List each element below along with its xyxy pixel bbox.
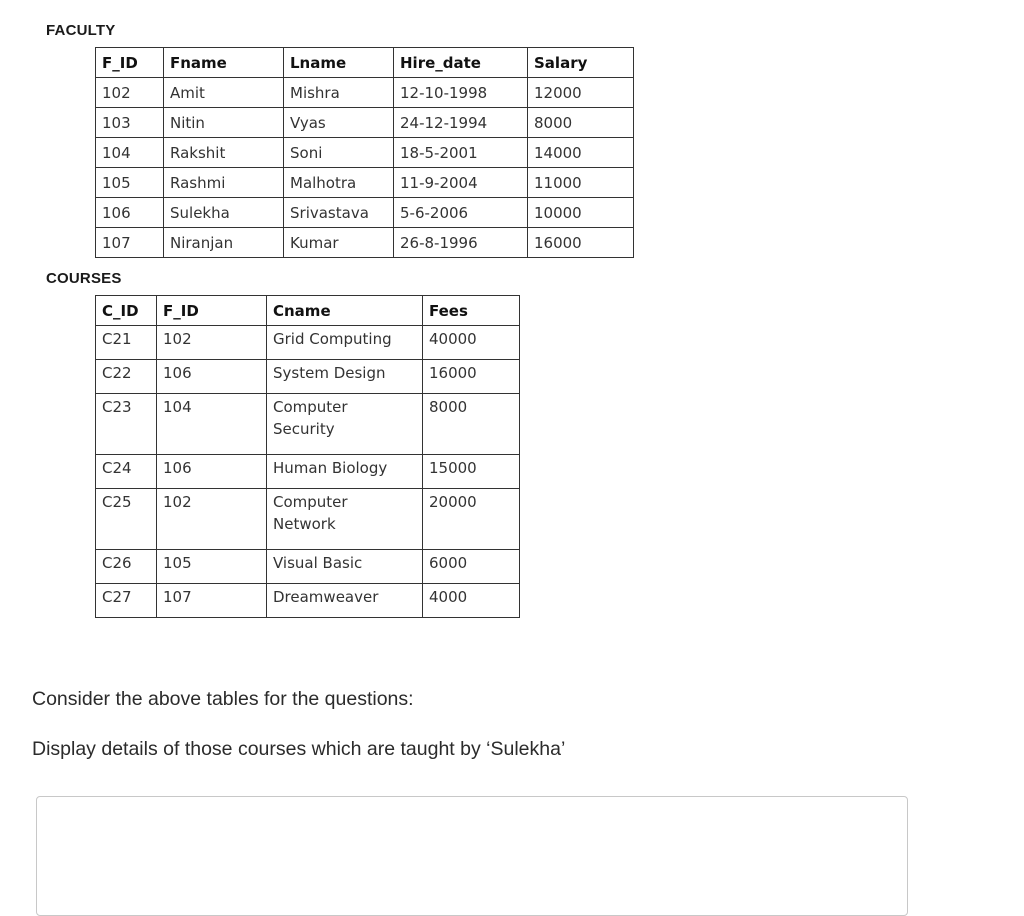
faculty-cell: Rashmi xyxy=(164,168,284,198)
faculty-cell: Amit xyxy=(164,78,284,108)
table-row xyxy=(96,168,634,198)
faculty-column-header: Lname xyxy=(284,48,394,78)
faculty-cell: 14000 xyxy=(528,138,634,168)
faculty-cell: Mishra xyxy=(284,78,394,108)
faculty-cell: 26-8-1996 xyxy=(394,228,528,258)
faculty-column-header: F_ID xyxy=(96,48,164,78)
faculty-cell: 103 xyxy=(96,108,164,138)
courses-column-header: Fees xyxy=(423,296,520,326)
faculty-cell: Kumar xyxy=(284,228,394,258)
courses-cell: Grid Computing xyxy=(267,326,423,360)
faculty-cell: 18-5-2001 xyxy=(394,138,528,168)
table-row xyxy=(96,138,634,168)
faculty-table-title: FACULTY xyxy=(46,22,116,39)
answer-textarea[interactable] xyxy=(36,796,908,916)
courses-cell: 106 xyxy=(157,455,267,489)
courses-cell: 104 xyxy=(157,394,267,455)
faculty-cell: Niranjan xyxy=(164,228,284,258)
courses-column-header: F_ID xyxy=(157,296,267,326)
courses-cell: 4000 xyxy=(423,584,520,618)
table-row xyxy=(96,489,520,550)
table-row xyxy=(96,455,520,489)
table-row xyxy=(96,394,520,455)
faculty-cell: 102 xyxy=(96,78,164,108)
faculty-column-header: Fname xyxy=(164,48,284,78)
courses-column-header: C_ID xyxy=(96,296,157,326)
courses-cell: Dreamweaver xyxy=(267,584,423,618)
question-prompt: Display details of those courses which are taught by ‘Sulekha’ xyxy=(32,738,566,760)
courses-cell: C21 xyxy=(96,326,157,360)
faculty-cell: Sulekha xyxy=(164,198,284,228)
faculty-cell: 12000 xyxy=(528,78,634,108)
courses-table xyxy=(95,295,520,618)
courses-cell: Computer Security xyxy=(267,394,423,455)
table-row xyxy=(96,550,520,584)
faculty-cell: Soni xyxy=(284,138,394,168)
table-row xyxy=(96,584,520,618)
courses-cell: C22 xyxy=(96,360,157,394)
courses-cell: 8000 xyxy=(423,394,520,455)
table-row xyxy=(96,360,520,394)
table-row xyxy=(96,108,634,138)
faculty-cell: 106 xyxy=(96,198,164,228)
courses-cell: C23 xyxy=(96,394,157,455)
courses-cell: 102 xyxy=(157,326,267,360)
faculty-header-row xyxy=(96,48,634,78)
courses-cell: 15000 xyxy=(423,455,520,489)
courses-cell: 16000 xyxy=(423,360,520,394)
faculty-cell: 104 xyxy=(96,138,164,168)
courses-cell: System Design xyxy=(267,360,423,394)
faculty-cell: 5-6-2006 xyxy=(394,198,528,228)
courses-cell: C27 xyxy=(96,584,157,618)
faculty-cell: 105 xyxy=(96,168,164,198)
faculty-cell: Malhotra xyxy=(284,168,394,198)
faculty-cell: Nitin xyxy=(164,108,284,138)
faculty-table xyxy=(95,47,634,258)
faculty-cell: 11-9-2004 xyxy=(394,168,528,198)
courses-cell: C24 xyxy=(96,455,157,489)
table-row xyxy=(96,326,520,360)
faculty-cell: 11000 xyxy=(528,168,634,198)
faculty-cell: 8000 xyxy=(528,108,634,138)
table-row xyxy=(96,198,634,228)
faculty-cell: Vyas xyxy=(284,108,394,138)
courses-cell: Computer Network xyxy=(267,489,423,550)
table-row xyxy=(96,228,634,258)
question-intro: Consider the above tables for the questions: xyxy=(32,688,414,710)
courses-cell: Human Biology xyxy=(267,455,423,489)
faculty-cell: Srivastava xyxy=(284,198,394,228)
faculty-column-header: Salary xyxy=(528,48,634,78)
courses-table-title: COURSES xyxy=(46,270,122,287)
courses-cell: 20000 xyxy=(423,489,520,550)
table-row xyxy=(96,78,634,108)
faculty-cell: 10000 xyxy=(528,198,634,228)
faculty-cell: 24-12-1994 xyxy=(394,108,528,138)
courses-cell: 102 xyxy=(157,489,267,550)
courses-cell: C26 xyxy=(96,550,157,584)
courses-cell: 6000 xyxy=(423,550,520,584)
courses-cell: C25 xyxy=(96,489,157,550)
courses-cell: 106 xyxy=(157,360,267,394)
courses-cell: 107 xyxy=(157,584,267,618)
faculty-cell: Rakshit xyxy=(164,138,284,168)
faculty-cell: 16000 xyxy=(528,228,634,258)
faculty-cell: 12-10-1998 xyxy=(394,78,528,108)
courses-header-row xyxy=(96,296,520,326)
courses-column-header: Cname xyxy=(267,296,423,326)
courses-cell: 40000 xyxy=(423,326,520,360)
courses-cell: 105 xyxy=(157,550,267,584)
faculty-column-header: Hire_date xyxy=(394,48,528,78)
faculty-cell: 107 xyxy=(96,228,164,258)
courses-cell: Visual Basic xyxy=(267,550,423,584)
